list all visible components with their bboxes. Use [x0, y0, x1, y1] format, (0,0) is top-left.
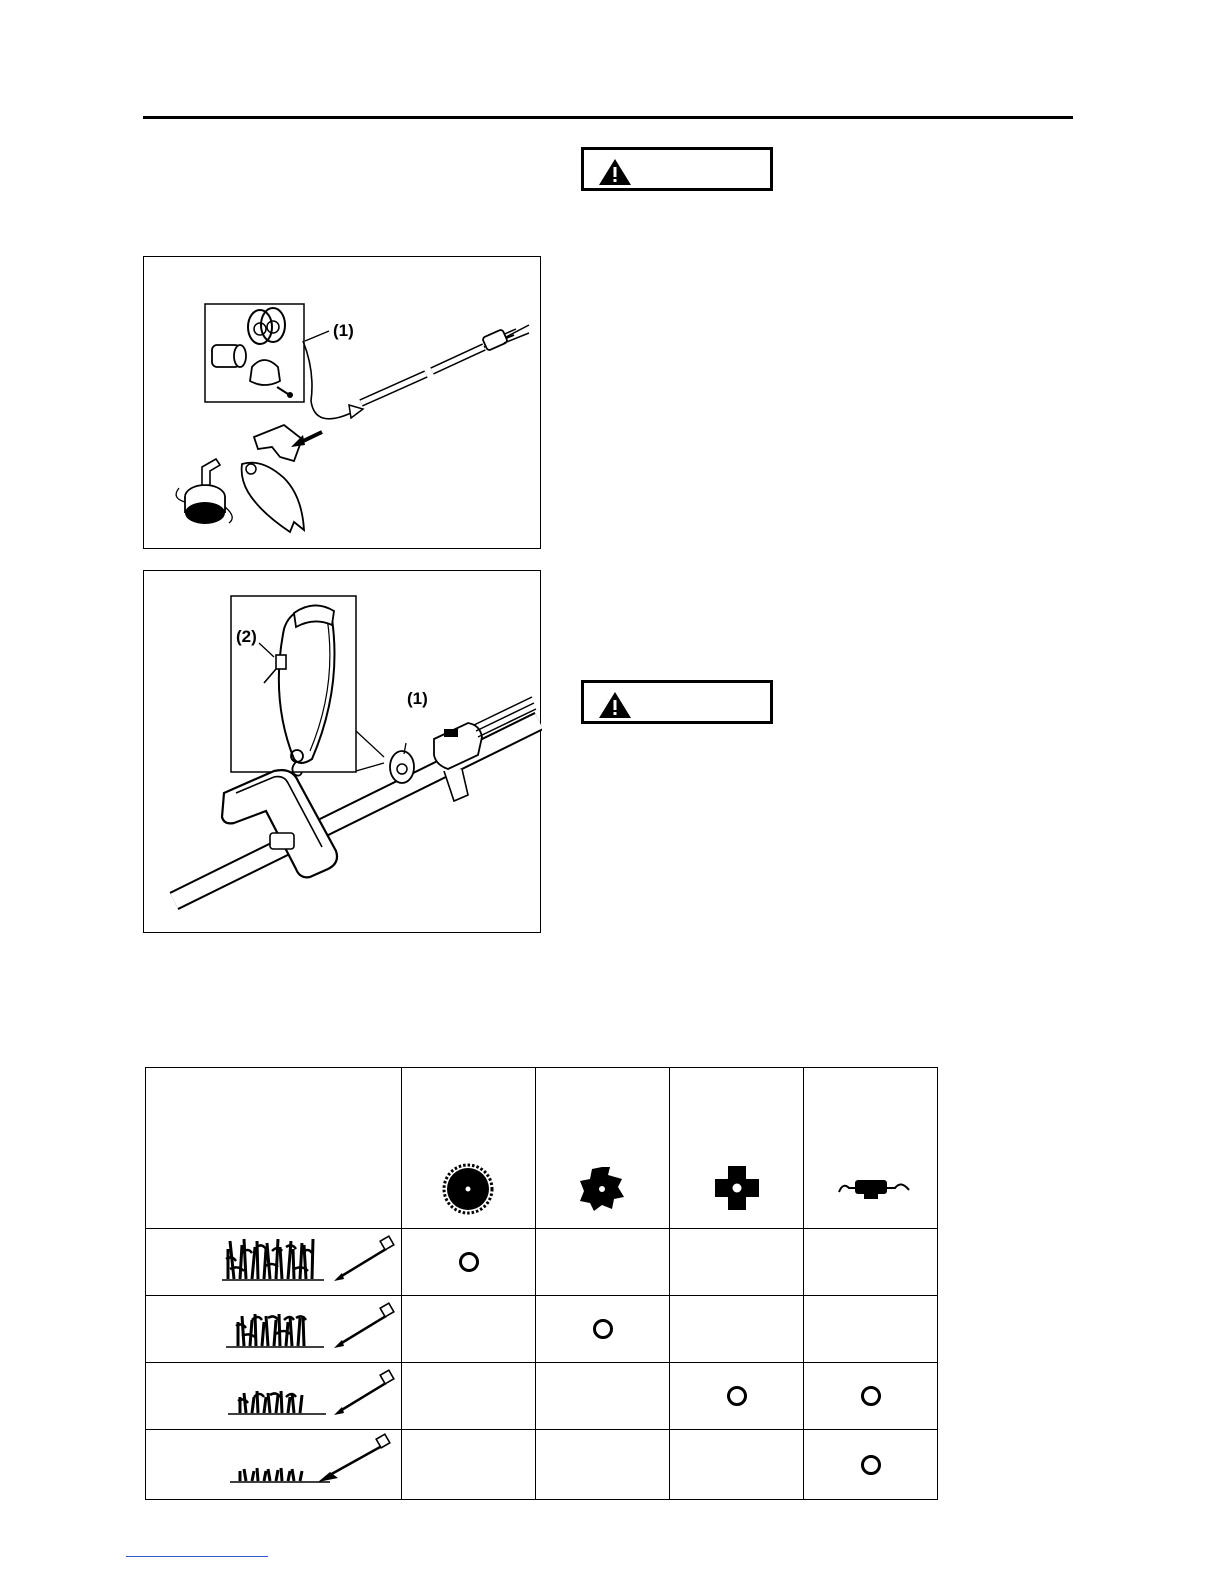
figure-shaft-assembly — [143, 256, 541, 549]
warning-box — [581, 680, 773, 724]
suitability-cell — [402, 1363, 536, 1430]
warning-triangle-icon — [598, 158, 632, 186]
blade-selection-table — [145, 1067, 938, 1500]
suitability-cell — [670, 1229, 804, 1296]
vegetation-cell — [146, 1229, 402, 1296]
table-row — [146, 1296, 938, 1363]
figure-harness-handle — [143, 570, 541, 933]
vegetation-cell — [146, 1430, 402, 1500]
suitable-mark-brush-blade — [536, 1319, 669, 1339]
suitable-mark-saw-blade — [402, 1252, 535, 1272]
suitability-cell — [536, 1229, 670, 1296]
warning-triangle-icon — [598, 691, 632, 719]
suitability-cell — [670, 1430, 804, 1500]
column-header-four-tooth-blade — [670, 1068, 804, 1229]
vegetation-cell — [146, 1363, 402, 1430]
suitable-mark-nylon-cutter — [804, 1455, 937, 1475]
table-header-row — [146, 1068, 938, 1229]
suitable-circle-icon — [593, 1319, 613, 1339]
callout-label-2: (2) — [236, 627, 257, 646]
suitable-circle-icon — [727, 1386, 747, 1406]
medium-brush-icon — [146, 1296, 401, 1357]
short-grass-icon — [146, 1363, 401, 1424]
nylon-cutter-head-icon — [804, 1068, 937, 1223]
suitability-cell — [670, 1296, 804, 1363]
suitable-circle-icon — [861, 1386, 881, 1406]
shaft-assembly-illustration — [144, 257, 542, 550]
suitability-cell — [536, 1430, 670, 1500]
lawn-grass-icon — [146, 1430, 401, 1494]
suitable-mark-four-tooth-blade — [670, 1386, 803, 1406]
suitability-cell — [402, 1296, 536, 1363]
warning-box — [581, 147, 773, 191]
suitability-cell — [670, 1363, 804, 1430]
column-header-nylon-cutter — [804, 1068, 938, 1229]
suitability-cell — [536, 1296, 670, 1363]
suitability-cell — [402, 1229, 536, 1296]
column-header-brush-blade — [536, 1068, 670, 1229]
suitability-cell — [804, 1430, 938, 1500]
four-tooth-blade-icon — [670, 1068, 803, 1223]
suitable-circle-icon — [459, 1252, 479, 1272]
callout-label-1: (1) — [407, 689, 428, 708]
tall-brush-icon — [146, 1229, 401, 1290]
suitability-cell — [804, 1229, 938, 1296]
saw-blade-icon — [402, 1068, 535, 1223]
suitability-cell — [402, 1430, 536, 1500]
suitable-circle-icon — [861, 1455, 881, 1475]
callout-label-1: (1) — [333, 321, 354, 340]
header-rule — [143, 116, 1073, 119]
footer-link-underline — [126, 1556, 268, 1557]
column-header-saw-blade — [402, 1068, 536, 1229]
suitability-cell — [804, 1296, 938, 1363]
table-row — [146, 1430, 938, 1500]
suitable-mark-nylon-cutter — [804, 1386, 937, 1406]
table-corner-cell — [146, 1068, 402, 1229]
brush-blade-icon — [536, 1068, 669, 1223]
table-row — [146, 1363, 938, 1430]
suitability-cell — [536, 1363, 670, 1430]
table-row — [146, 1229, 938, 1296]
vegetation-cell — [146, 1296, 402, 1363]
suitability-cell — [804, 1363, 938, 1430]
harness-handle-illustration — [144, 571, 542, 934]
